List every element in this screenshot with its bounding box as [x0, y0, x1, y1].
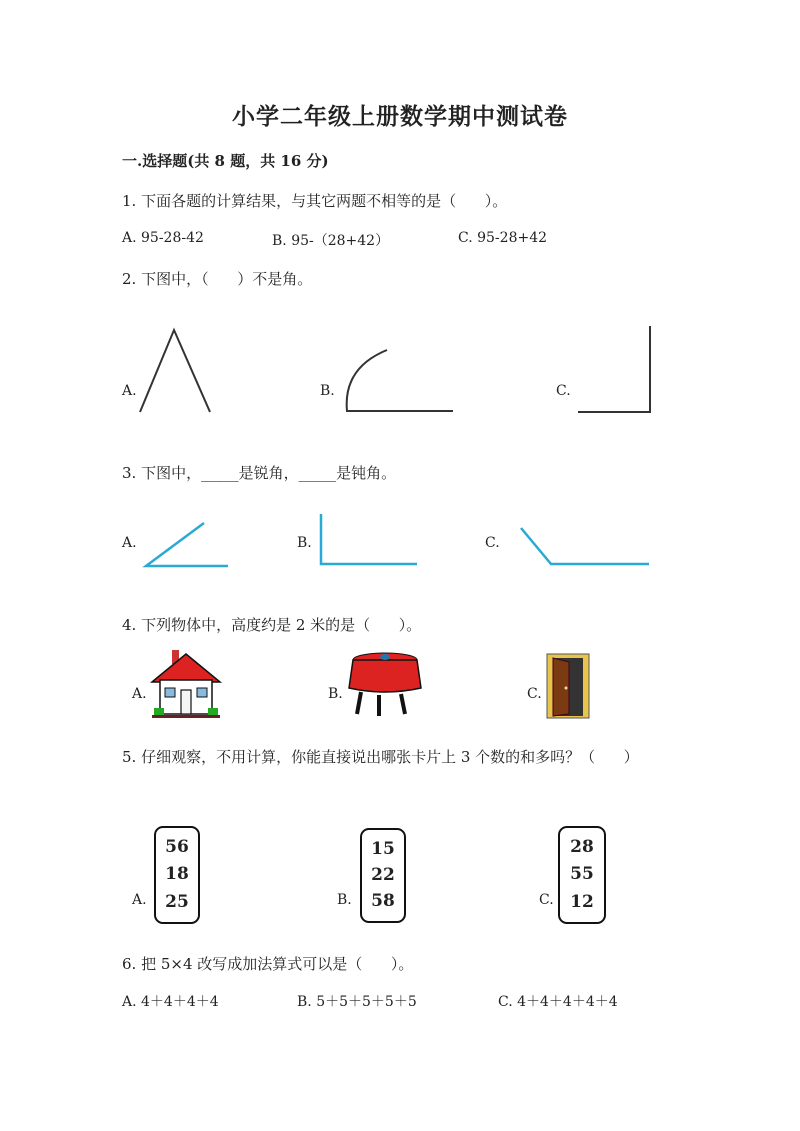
q2-label-a: A.	[122, 383, 137, 399]
q4-label-b: B.	[328, 686, 343, 702]
card-a-number-3: 25	[165, 891, 189, 912]
q1-option-b: B. 95-（28+42）	[272, 233, 390, 249]
q1-option-c: C. 95-28+42	[458, 230, 548, 246]
q1-option-a: A. 95-28-42	[122, 230, 204, 246]
q2-figure-b-curve	[335, 340, 465, 420]
q5-label-b: B.	[337, 892, 352, 908]
question-5-text: 5. 仔细观察，不用计算，你能直接说出哪张卡片上 3 个数的和多吗？（ ）	[122, 748, 639, 766]
house-icon	[150, 648, 222, 720]
card-b-number-3: 58	[371, 891, 395, 912]
q2-label-c: C.	[556, 383, 571, 399]
q2-label-b: B.	[320, 383, 335, 399]
q3-figure-c-obtuse	[515, 522, 655, 572]
q2-figure-a-angle	[130, 320, 230, 420]
section-heading: 一.选择题(共 8 题，共 16 分)	[122, 152, 329, 170]
number-card-a	[154, 826, 200, 924]
question-1-text: 1. 下面各题的计算结果，与其它两题不相等的是（ ）。	[122, 192, 508, 210]
card-b-number-1: 15	[371, 838, 395, 859]
q6-option-a: A. 4＋4＋4＋4	[122, 994, 219, 1010]
number-card-c	[558, 826, 606, 924]
q3-label-b: B.	[297, 535, 312, 551]
q3-figure-a-acute	[140, 515, 240, 575]
q3-label-c: C.	[485, 535, 500, 551]
card-c-number-3: 12	[570, 891, 594, 912]
q5-label-c: C.	[539, 892, 554, 908]
card-b-number-2: 22	[371, 864, 395, 885]
q6-option-b: B. 5＋5＋5＋5＋5	[297, 994, 417, 1010]
card-c-number-1: 28	[570, 837, 594, 858]
q2-figure-c-right-angle	[570, 320, 660, 420]
q4-label-a: A.	[132, 686, 147, 702]
door-icon	[545, 652, 591, 720]
q3-figure-b-right	[315, 510, 425, 570]
question-6-text: 6. 把 5×4 改写成加法算式可以是（ ）。	[122, 955, 414, 973]
card-a-number-2: 18	[165, 864, 189, 885]
question-3-text: 3. 下图中，_____是锐角，_____是钝角。	[122, 464, 397, 482]
q6-option-c: C. 4＋4＋4＋4＋4	[498, 994, 618, 1010]
question-4-text: 4. 下列物体中，高度约是 2 米的是（ ）。	[122, 616, 422, 634]
question-2-text: 2. 下图中，（ ）不是角。	[122, 270, 313, 288]
q4-label-c: C.	[527, 686, 542, 702]
q5-label-a: A.	[132, 892, 147, 908]
table-icon	[345, 650, 425, 720]
number-card-b	[360, 828, 406, 923]
card-a-number-1: 56	[165, 837, 189, 858]
page-title: 小学二年级上册数学期中测试卷	[232, 103, 568, 130]
q3-label-a: A.	[122, 535, 137, 551]
card-c-number-2: 55	[570, 864, 594, 885]
